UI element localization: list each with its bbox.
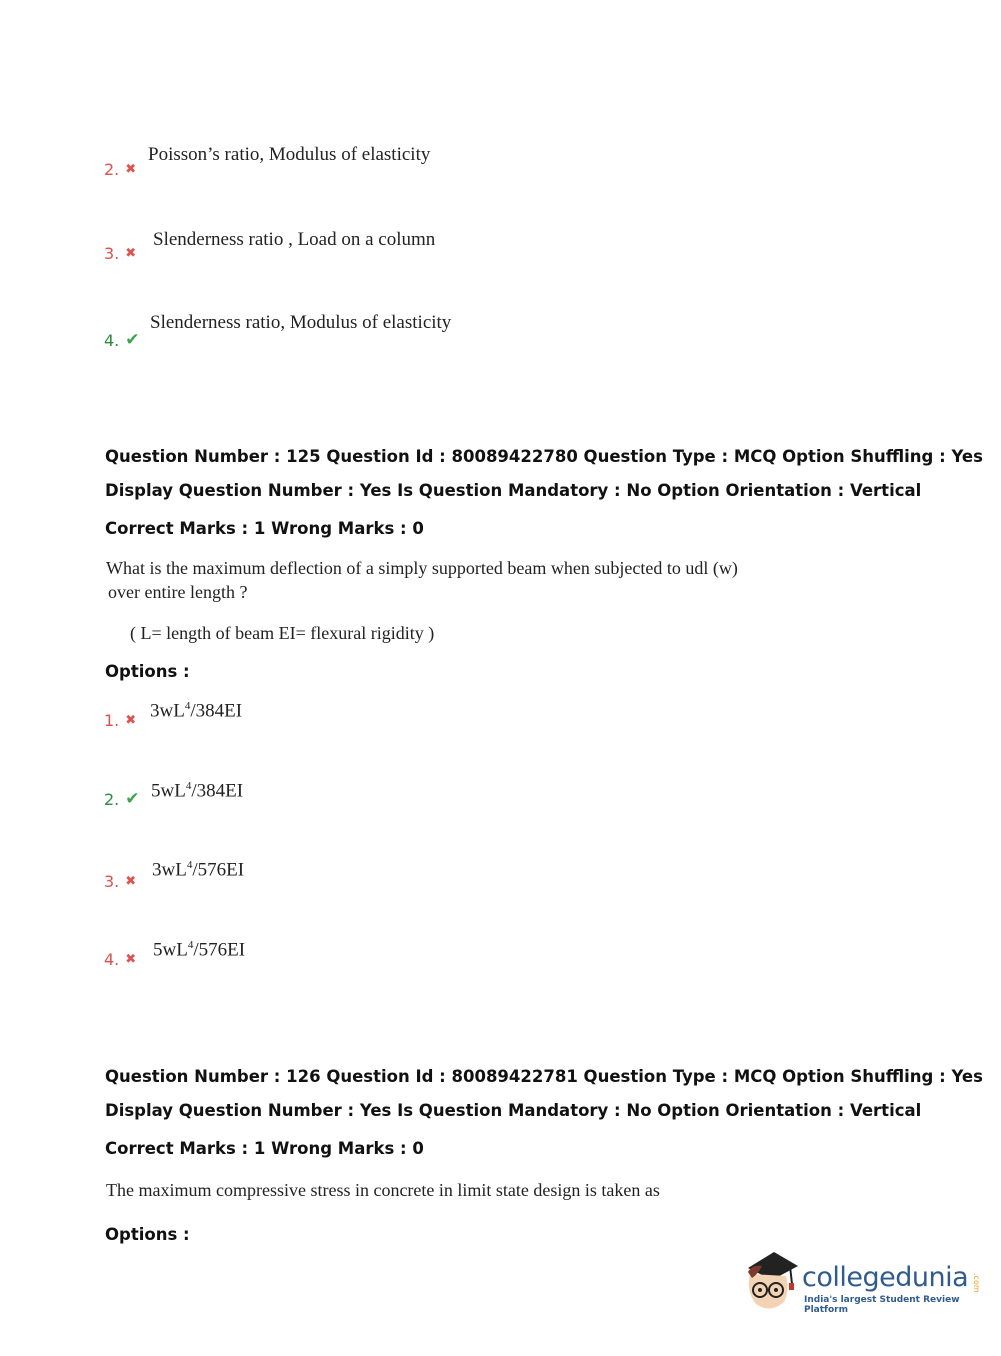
formula-denominator: /384EI <box>191 780 244 802</box>
formula-denominator: /576EI <box>193 939 246 961</box>
q125-text-line2: over entire length ? <box>108 582 248 602</box>
q126-meta-line2: Display Question Number : Yes Is Question Mandatory : No Option Orientation : Vertical <box>105 1101 922 1120</box>
formula-denominator: /384EI <box>190 700 243 722</box>
formula-exponent: 4 <box>185 780 192 792</box>
wrong-icon: ✖ <box>125 874 137 889</box>
q126-meta-line1: Question Number : 126 Question Id : 80089422781 Question Type : MCQ Option Shuffling : Yes <box>105 1067 983 1086</box>
q125-option-1-text <box>150 700 242 722</box>
prev-option-3 <box>104 244 136 263</box>
formula-exponent: 4 <box>186 859 193 871</box>
formula-exponent: 4 <box>184 700 191 712</box>
check-icon: ✔ <box>125 789 140 809</box>
formula-exponent: 4 <box>187 939 194 951</box>
q126-marks: Correct Marks : 1 Wrong Marks : 0 <box>105 1139 424 1158</box>
prev-option-4 <box>104 330 140 350</box>
formula-base: 3wL <box>150 700 185 722</box>
logo-wordmark: collegedunia <box>802 1262 969 1293</box>
q125-option-2 <box>104 789 140 809</box>
q125-marks: Correct Marks : 1 Wrong Marks : 0 <box>105 519 424 538</box>
collegedunia-logo <box>740 1248 982 1318</box>
option-number: 4. <box>104 330 120 350</box>
prev-option-2-text: Poisson’s ratio, Modulus of elasticity <box>148 144 431 165</box>
prev-option-4-text: Slenderness ratio, Modulus of elasticity <box>150 312 452 333</box>
q126-options-label: Options : <box>105 1225 190 1244</box>
formula-base: 5wL <box>153 939 188 961</box>
q125-option-1 <box>104 711 136 730</box>
q125-text-line1: What is the maximum deflection of a simply supported beam when subjected to udl (w) <box>106 558 738 578</box>
q125-option-4 <box>104 950 136 969</box>
logo-suffix: .com <box>972 1273 982 1293</box>
option-number: 3. <box>104 244 120 263</box>
q125-meta-line2: Display Question Number : Yes Is Question Mandatory : No Option Orientation : Vertical <box>105 481 922 500</box>
option-number: 1. <box>104 711 120 730</box>
q125-option-3-text <box>152 859 244 881</box>
prev-option-2 <box>104 160 136 179</box>
q125-options-label: Options : <box>105 662 190 681</box>
q125-text-line3: ( L= length of beam EI= flexural rigidity ) <box>130 623 435 643</box>
option-number: 4. <box>104 950 120 969</box>
q125-meta-line1: Question Number : 125 Question Id : 80089422780 Question Type : MCQ Option Shuffling : Yes <box>105 447 983 466</box>
formula-base: 3wL <box>152 859 187 881</box>
wrong-icon: ✖ <box>125 162 137 177</box>
q125-option-2-text <box>151 780 243 802</box>
q125-option-4-text <box>153 939 245 961</box>
option-number: 3. <box>104 872 120 891</box>
check-icon: ✔ <box>125 330 140 350</box>
option-number: 2. <box>104 789 120 809</box>
mascot-icon <box>740 1248 800 1318</box>
wrong-icon: ✖ <box>125 952 137 967</box>
q125-option-3 <box>104 872 136 891</box>
logo-tagline: India's largest Student Review Platform <box>804 1295 960 1315</box>
prev-option-3-text: Slenderness ratio , Load on a column <box>153 229 436 250</box>
wrong-icon: ✖ <box>125 246 137 261</box>
wrong-icon: ✖ <box>125 713 137 728</box>
formula-base: 5wL <box>151 780 186 802</box>
option-number: 2. <box>104 160 120 179</box>
formula-denominator: /576EI <box>192 859 245 881</box>
q126-text: The maximum compressive stress in concrete in limit state design is taken as <box>106 1180 660 1200</box>
